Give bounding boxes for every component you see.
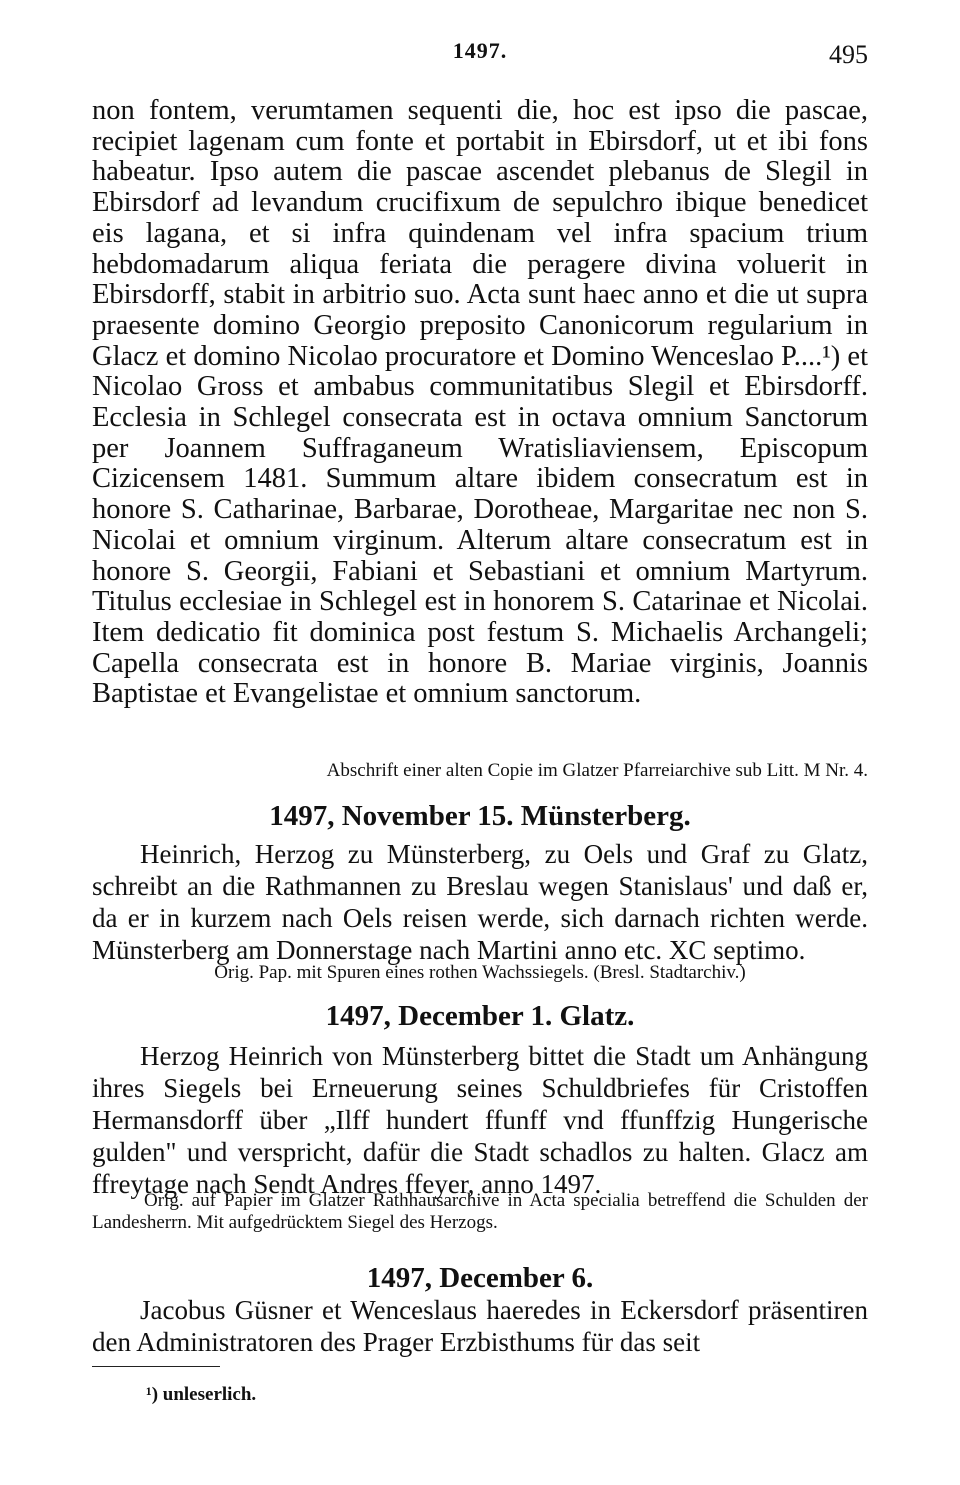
entry-text: Heinrich, Herzog zu Münsterberg, zu Oels und Graf zu Glatz, schreibt an die Rathmannen zu Breslau wegen Stanislaus' und daß er, da er in kurzem nach Oels reisen werde, sich darnach richten werde. Münsterberg am Donnerstage nach Martini anno etc. XC septimo.: [92, 839, 868, 965]
running-head-year: 1497.: [452, 38, 508, 63]
entry-heading: 1497, November 15. Münsterberg.: [269, 800, 691, 832]
footnote-divider: [92, 1366, 220, 1367]
source-note: Orig. Pap. mit Spuren eines rothen Wachssiegels. (Bresl. Stadtarchiv.): [214, 962, 746, 983]
source-note: Orig. auf Papier im Glatzer Rathhausarchive in Acta specialia betreffend die Schulden der Landesherrn. Mit aufgedrücktem Siegel des Herzogs.: [92, 1190, 868, 1233]
page-number: 495: [829, 40, 868, 69]
main-paragraph: non fontem, verumtamen sequenti die, hoc est ipso die pascae, recipiet lagenam cum fonte et portabit in Ebirsdorf, ut et ibi fons habeatur. Ipso autem die pascae ascendet plebanus de Slegil in Ebirsdorf ad levandum crucifixum de sepulchro ibique benedicet eis lagana, et si infra quindenam vel infra spacium trium hebdomadarum aliqua feriata die peragere divina voluerit in Ebirsdorff, stabit in arbitrio suo. Acta sunt haec anno et die ut supra praesente domino Georgio preposito Canonicorum regularium in Glacz et domino Nicolao procuratore et Domino Wenceslao P....¹) et Nicolao Gross et ambabus communitatibus Slegil et Ebirsdorff. Ecclesia in Schlegel consecrata est in octava omnium Sanctorum per Joannem Suffraganeum Wratisliaviensem, Episcopum Cizicensem 1481. Summum altare ibidem consecratum est in honore S. Catharinae, Barbarae, Dorotheae, Margaritae nec non S. Nicolai et omnium virginum. Alterum altare consecratum est in honore S. Georgii, Fabiani et Sebastiani et omnium Martyrum. Titulus ecclesiae in Schlegel est in honorem S. Catarinae et Nicolai. Item dedicatio fit dominica post festum S. Michaelis Archangeli; Capella consecrata est in honore B. Mariae virginis, Joannis Baptistae et Evangelistae et omnium sanctorum.: [92, 95, 868, 710]
entry-heading: 1497, December 6.: [366, 1262, 594, 1294]
entry-heading: 1497, December 1. Glatz.: [325, 1000, 635, 1032]
entry-text: Jacobus Güsner et Wenceslaus haeredes in Eckersdorf präsentiren den Administratoren des Prager Erzbisthums für das seit: [92, 1295, 868, 1357]
entry-text: Herzog Heinrich von Münsterberg bittet die Stadt um Anhängung ihres Siegels bei Erneuerung seines Schuldbriefes für Cristoffen Hermansdorff über „Ilff hundert ffunff vnd ffunffzig Hungerische gulden" und verspricht, dafür die Stadt schadlos zu halten. Glacz am ffreytage nach Sendt Andres ffeyer, anno 1497.: [92, 1041, 868, 1199]
source-note: Abschrift einer alten Copie im Glatzer Pfarreiarchive sub Litt. M Nr. 4.: [326, 760, 868, 781]
footnote: ¹) unleserlich.: [146, 1384, 257, 1405]
